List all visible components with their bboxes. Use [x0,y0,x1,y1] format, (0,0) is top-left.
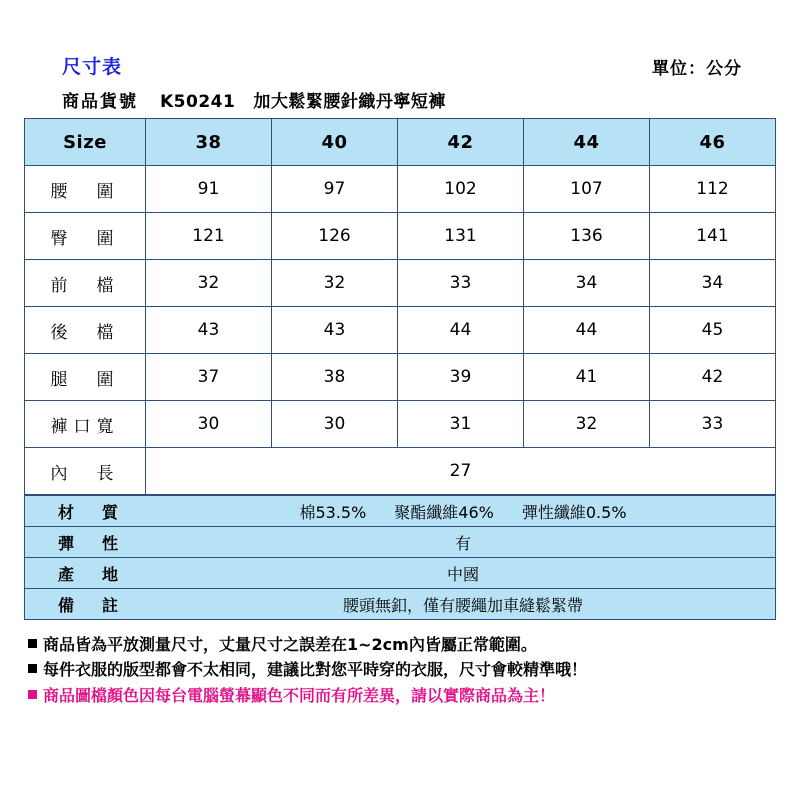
cell-4-1: 38 [272,354,398,401]
row-label-4: 腿 圍 [25,354,146,401]
cell-1-3: 136 [524,213,650,260]
cell-2-3: 34 [524,260,650,307]
cell-5-3: 32 [524,401,650,448]
note-text-0: 商品皆為平放測量尺寸，丈量尺寸之誤差在1~2cm內皆屬正常範圍。 [43,635,537,654]
cell-5-2: 31 [398,401,524,448]
list-item [28,657,780,682]
cell-5-1: 30 [272,401,398,448]
cell-2-0: 32 [146,260,272,307]
cell-3-4: 45 [650,307,776,354]
cell-3-3: 44 [524,307,650,354]
square-bullet-icon [28,639,37,648]
table-row [25,213,776,260]
cell-4-4: 42 [650,354,776,401]
info-row-elastic [25,527,776,558]
elastic-value: 有 [151,527,776,558]
list-item [28,683,780,708]
info-row-material [25,496,776,527]
cell-1-2: 131 [398,213,524,260]
remark-value: 腰頭無釦，僅有腰繩加車縫鬆緊帶 [151,589,776,620]
material-part-1: 聚酯纖維46% [394,502,494,522]
product-code-label: 商品貨號 [62,92,138,112]
row-label-5: 褲口寬 [25,401,146,448]
table-row [25,401,776,448]
material-part-0: 棉53.5% [299,502,367,522]
square-bullet-icon [28,664,37,673]
square-bullet-icon [28,690,37,699]
row-label-1: 臀 圍 [25,213,146,260]
cell-0-0: 91 [146,166,272,213]
table-row [25,166,776,213]
size-header-3: 44 [524,119,650,166]
cell-5-4: 33 [650,401,776,448]
cell-3-2: 44 [398,307,524,354]
size-header-0: 38 [146,119,272,166]
cell-4-3: 41 [524,354,650,401]
table-row [25,260,776,307]
material-label: 材 質 [25,496,152,527]
note-text-2: 商品圖檔顏色因每台電腦螢幕顯色不同而有所差異，請以實際商品為主！ [43,685,556,705]
size-table [24,118,776,495]
origin-label: 產 地 [25,558,152,589]
note-text-1: 每件衣服的版型都會不太相同，建議比對您平時穿的衣服，尺寸會較精準哦！ [43,660,588,680]
size-table-header-row [25,119,776,166]
cell-4-2: 39 [398,354,524,401]
notes-list [24,632,780,708]
elastic-label: 彈 性 [25,527,152,558]
cell-1-4: 141 [650,213,776,260]
row-label-2: 前 檔 [25,260,146,307]
cell-inseam-value: 27 [146,448,776,495]
cell-2-1: 32 [272,260,398,307]
info-row-remark [25,589,776,620]
cell-3-0: 43 [146,307,272,354]
header-row [24,52,776,79]
size-header-1: 40 [272,119,398,166]
table-row [25,354,776,401]
list-item [28,632,780,657]
material-value [151,496,776,527]
row-label-0: 腰 圍 [25,166,146,213]
row-label-3: 後 檔 [25,307,146,354]
material-part-2: 彈性纖維0.5% [521,502,627,522]
origin-value: 中國 [151,558,776,589]
cell-0-1: 97 [272,166,398,213]
cell-0-3: 107 [524,166,650,213]
size-header-corner: Size [25,119,146,166]
info-table [24,495,776,620]
remark-label: 備 註 [25,589,152,620]
cell-0-2: 102 [398,166,524,213]
page-title: 尺寸表 [62,56,123,78]
size-header-2: 42 [398,119,524,166]
table-row-inseam [25,448,776,495]
cell-2-4: 34 [650,260,776,307]
cell-1-1: 126 [272,213,398,260]
cell-2-2: 33 [398,260,524,307]
cell-3-1: 43 [272,307,398,354]
table-row [25,307,776,354]
row-label-inseam: 內 長 [25,448,146,495]
cell-0-4: 112 [650,166,776,213]
cell-5-0: 30 [146,401,272,448]
product-name: 加大鬆緊腰針織丹寧短褲 [253,92,446,112]
cell-4-0: 37 [146,354,272,401]
material-parts [151,500,775,523]
info-row-origin [25,558,776,589]
size-header-4: 46 [650,119,776,166]
unit-label: 單位：公分 [652,59,742,79]
product-row [24,79,776,118]
cell-1-0: 121 [146,213,272,260]
product-code-value: K50241 [160,92,236,112]
